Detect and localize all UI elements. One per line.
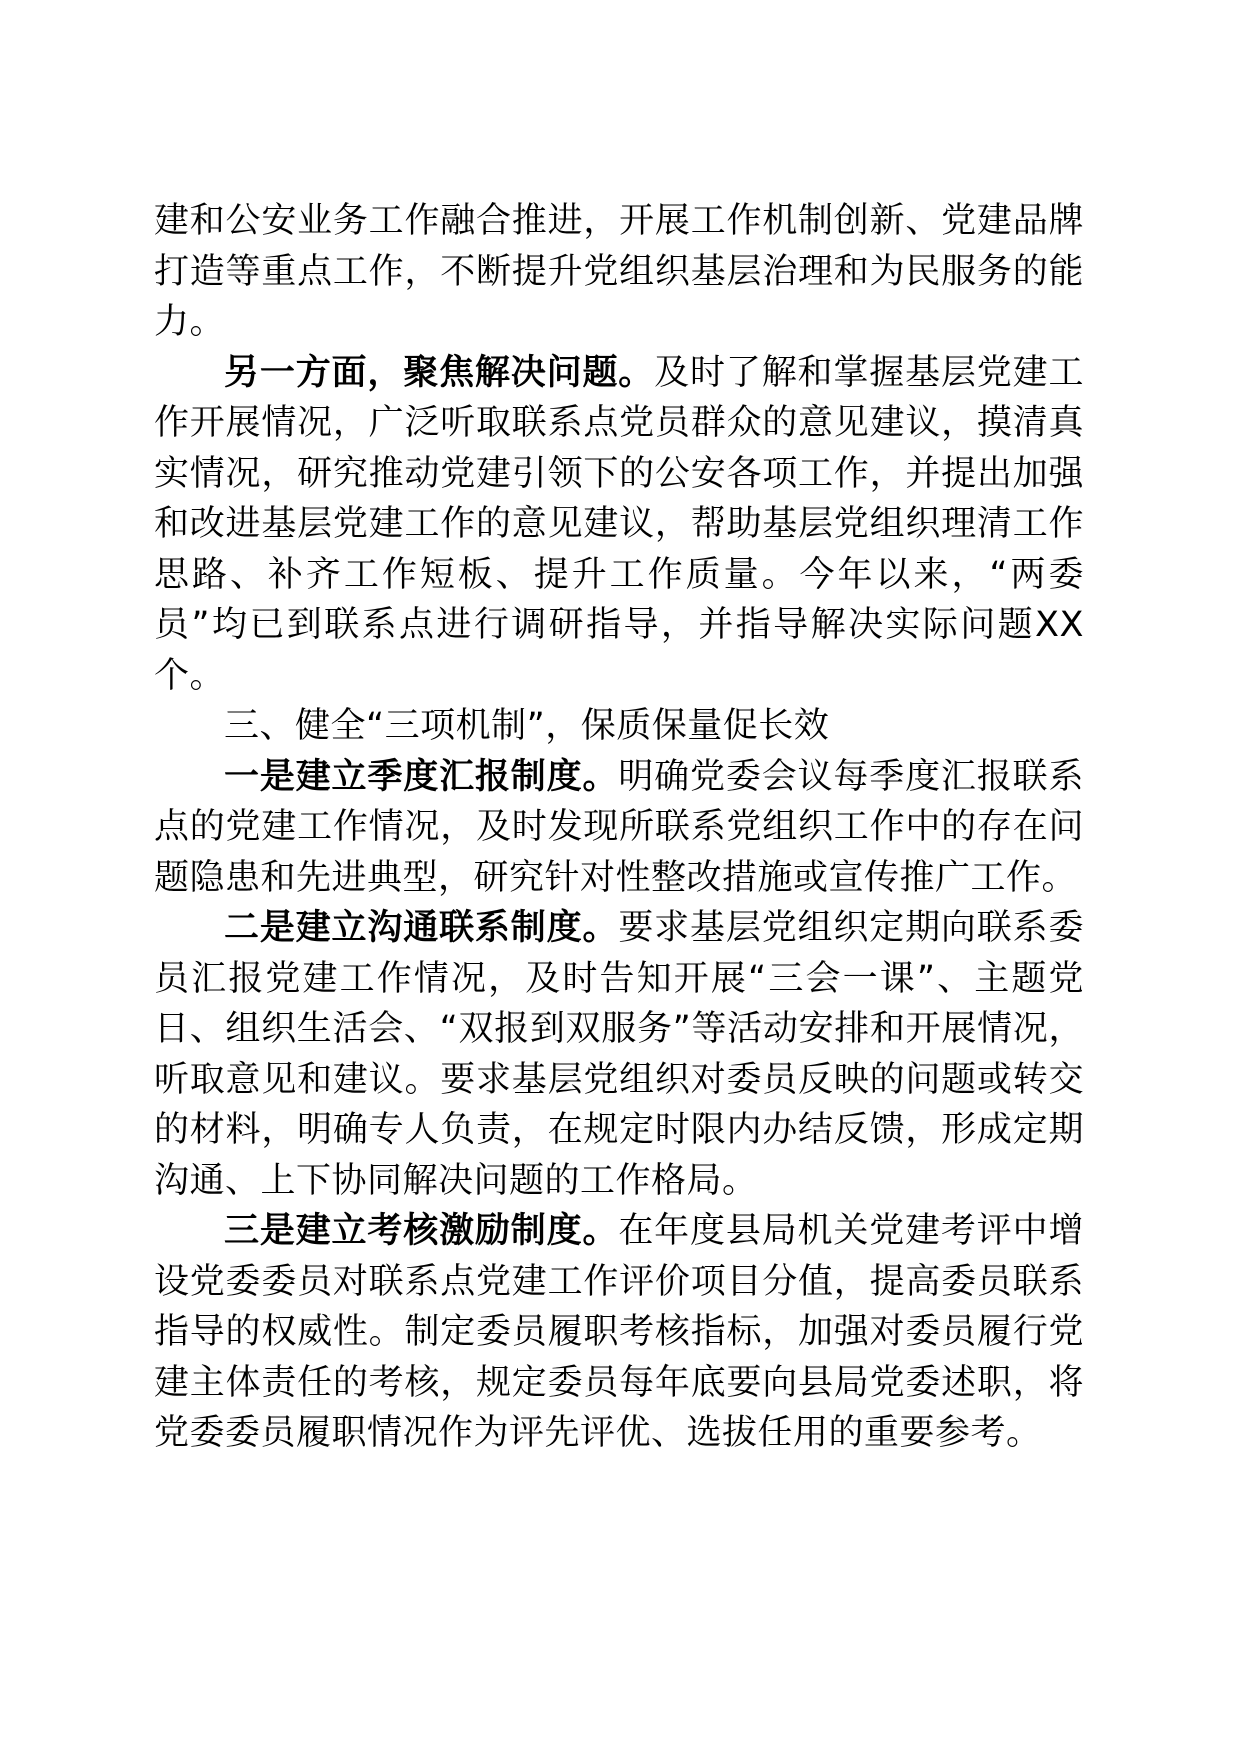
paragraph-2-lead: 另一方面，聚焦解决问题。 (224, 352, 655, 393)
section-heading-text: 三、健全“三项机制”，保质保量促长效 (224, 706, 830, 746)
paragraph-4-lead: 一是建立季度汇报制度。 (224, 756, 619, 797)
paragraph-2-text: 及时了解和掌握基层党建工作开展情况，广泛听取联系点党员群众的意见建议，摸清真实情况，研究推动党建引领下的公安各项工作，并提出加强和改进基层党建工作的意见建议，帮助基层党组织理清工作思路、补齐工作短板、提升工作质量。今年以来，“两委员”均已到联系点进行调研指导，并指导解决实际问题XX个。 (154, 352, 1084, 696)
section-heading (154, 701, 1084, 752)
paragraph-6-lead: 三是建立考核激励制度。 (224, 1211, 619, 1251)
paragraph-5-lead: 二是建立沟通联系制度。 (224, 908, 619, 948)
paragraph-1 (154, 196, 1084, 348)
paragraph-5-text: 要求基层党组织定期向联系委员汇报党建工作情况，及时告知开展“三会一课”、主题党日、组织生活会、“双报到双服务”等活动安排和开展情况，听取意见和建议。要求基层党组织对委员反映的问题或转交的材料，明确专人负责，在规定时限内办结反馈，形成定期沟通、上下协同解决问题的工作格局。 (154, 908, 1084, 1201)
paragraph-1-text: 建和公安业务工作融合推进，开展工作机制创新、党建品牌打造等重点工作，不断提升党组织基层治理和为民服务的能力。 (154, 201, 1084, 342)
document-body (154, 196, 1084, 1459)
paragraph-6 (154, 1206, 1084, 1459)
paragraph-4 (154, 752, 1084, 904)
paragraph-2 (154, 348, 1084, 702)
paragraph-6-text: 在年度县局机关党建考评中增设党委委员对联系点党建工作评价项目分值，提高委员联系指导的权威性。制定委员履职考核指标，加强对委员履行党建主体责任的考核，规定委员每年底要向县局党委述职，将党委委员履职情况作为评先评优、选拔任用的重要参考。 (154, 1211, 1084, 1453)
paragraph-5 (154, 903, 1084, 1206)
paragraph-4-text: 明确党委会议每季度汇报联系点的党建工作情况，及时发现所联系党组织工作中的存在问题隐患和先进典型，研究针对性整改措施或宣传推广工作。 (154, 756, 1084, 898)
